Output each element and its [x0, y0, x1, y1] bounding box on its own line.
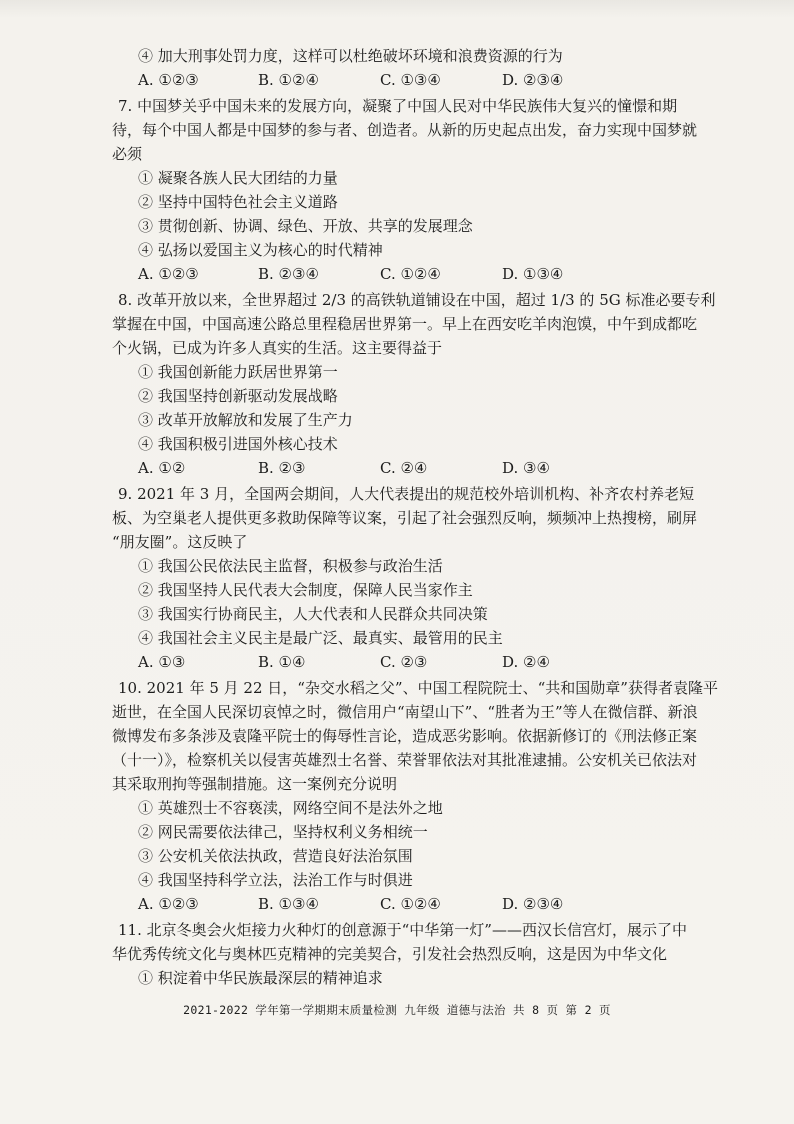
option-c: C. ②④	[380, 459, 428, 477]
question-stem: 微博发布多条涉及袁隆平院士的侮辱性言论，造成恶劣影响。依据新修订的《刑法修正案	[112, 727, 698, 745]
question-item: ④ 我国社会主义民主是最广泛、最真实、最管用的民主	[138, 629, 503, 647]
option-d: D. ①③④	[502, 265, 564, 283]
question-stem: 必须	[112, 145, 143, 163]
option-a: A. ①③	[138, 653, 186, 671]
question-stem: “朋友圈”。这反映了	[112, 533, 248, 551]
question-item: ④ 加大刑事处罚力度，这样可以杜绝破坏环境和浪费资源的行为	[138, 47, 563, 65]
question-stem: 其采取刑拘等强制措施。这一案例充分说明	[112, 775, 398, 793]
question-item: ③ 改革开放解放和发展了生产力	[138, 411, 353, 429]
question-stem: 9. 2021 年 3 月，全国两会期间，人大代表提出的规范校外培训机构、补齐农村养老短	[118, 485, 695, 503]
question-stem: 板、为空巢老人提供更多救助保障等议案，引起了社会强烈反响，频频冲上热搜榜，刷屏	[112, 509, 698, 527]
question-item: ① 我国创新能力跃居世界第一	[138, 363, 338, 381]
question-item: ① 积淀着中华民族最深层的精神追求	[138, 969, 383, 987]
question-item: ① 英雄烈士不容亵渎，网络空间不是法外之地	[138, 799, 443, 817]
option-c: C. ②③	[380, 653, 428, 671]
question-stem: （十一）》，检察机关以侵害英雄烈士名誉、荣誉罪依法对其批准逮捕。公安机关已依法对	[112, 751, 698, 769]
page-content	[112, 44, 718, 990]
question-9	[112, 482, 712, 674]
question-stem: 逝世，在全国人民深切哀悼之时，微信用户“南望山下”、“胜者为王”等人在微信群、新浪	[112, 703, 698, 721]
question-stem: 11. 北京冬奥会火炬接力火种灯的创意源于“中华第一灯”——西汉长信宫灯，展示了中	[118, 921, 687, 939]
question-item: ④ 我国积极引进国外核心技术	[138, 435, 338, 453]
option-a: A. ①②③	[138, 265, 199, 283]
question-stem: 待，每个中国人都是中国梦的参与者、创造者。从新的历史起点出发，奋力实现中国梦就	[112, 121, 698, 139]
option-d: D. ②④	[502, 653, 550, 671]
question-item: ④ 我国坚持科学立法，法治工作与时俱进	[138, 871, 413, 889]
option-d: D. ③④	[502, 459, 550, 477]
option-b: B. ②③④	[258, 265, 319, 283]
option-d: D. ②③④	[502, 895, 564, 913]
option-d: D. ②③④	[502, 71, 564, 89]
option-c: C. ①②④	[380, 895, 441, 913]
question-stem: 7. 中国梦关乎中国未来的发展方向，凝聚了中国人民对中华民族伟大复兴的憧憬和期	[118, 97, 678, 115]
option-c: C. ①②④	[380, 265, 441, 283]
answer-options	[112, 892, 712, 916]
question-8	[112, 288, 716, 480]
question-item: ② 我国坚持人民代表大会制度，保障人民当家作主	[138, 581, 473, 599]
question-item: ② 坚持中国特色社会主义道路	[138, 193, 338, 211]
question-7	[112, 94, 712, 286]
option-c: C. ①③④	[380, 71, 441, 89]
option-a: A. ①②	[138, 459, 186, 477]
answer-options	[112, 456, 712, 480]
option-a: A. ①②③	[138, 895, 199, 913]
question-item: ③ 公安机关依法执政，营造良好法治氛围	[138, 847, 413, 865]
option-b: B. ①③④	[258, 895, 319, 913]
question-10	[112, 676, 718, 916]
answer-options	[112, 262, 712, 286]
page-footer: 2021-2022 学年第一学期期末质量检测 九年级 道德与法治 共 8 页 第 2 页	[183, 1003, 611, 1017]
answer-options	[112, 68, 712, 92]
question-item: ④ 弘扬以爱国主义为核心的时代精神	[138, 241, 383, 259]
question-stem: 个火锅，已成为许多人真实的生活。这主要得益于	[112, 339, 443, 357]
question-stem: 10. 2021 年 5 月 22 日，“杂交水稻之父”、中国工程院院士、“共和国勋章”获得者袁隆平	[118, 679, 718, 697]
question-item: ③ 我国实行协商民主，人大代表和人民群众共同决策	[138, 605, 488, 623]
option-b: B. ①④	[258, 653, 306, 671]
question-item: ② 网民需要依法律己，坚持权利义务相统一	[138, 823, 428, 841]
answer-options	[112, 650, 712, 674]
question-stem: 掌握在中国，中国高速公路总里程稳居世界第一。早上在西安吃羊肉泡馍，中午到成都吃	[112, 315, 698, 333]
question-stem: 8. 改革开放以来，全世界超过 2/3 的高铁轨道铺设在中国，超过 1/3 的 5G 标准必要专利	[118, 291, 716, 309]
option-b: B. ①②④	[258, 71, 319, 89]
question-item: ② 我国坚持创新驱动发展战略	[138, 387, 338, 405]
option-b: B. ②③	[258, 459, 306, 477]
question-item: ① 凝聚各族人民大团结的力量	[138, 169, 338, 187]
question-item: ③ 贯彻创新、协调、绿色、开放、共享的发展理念	[138, 217, 473, 235]
option-a: A. ①②③	[138, 71, 199, 89]
question-11	[112, 918, 712, 990]
question-stem: 华优秀传统文化与奥林匹克精神的完美契合，引发社会热烈反响，这是因为中华文化	[112, 945, 668, 963]
question-item: ① 我国公民依法民主监督，积极参与政治生活	[138, 557, 443, 575]
